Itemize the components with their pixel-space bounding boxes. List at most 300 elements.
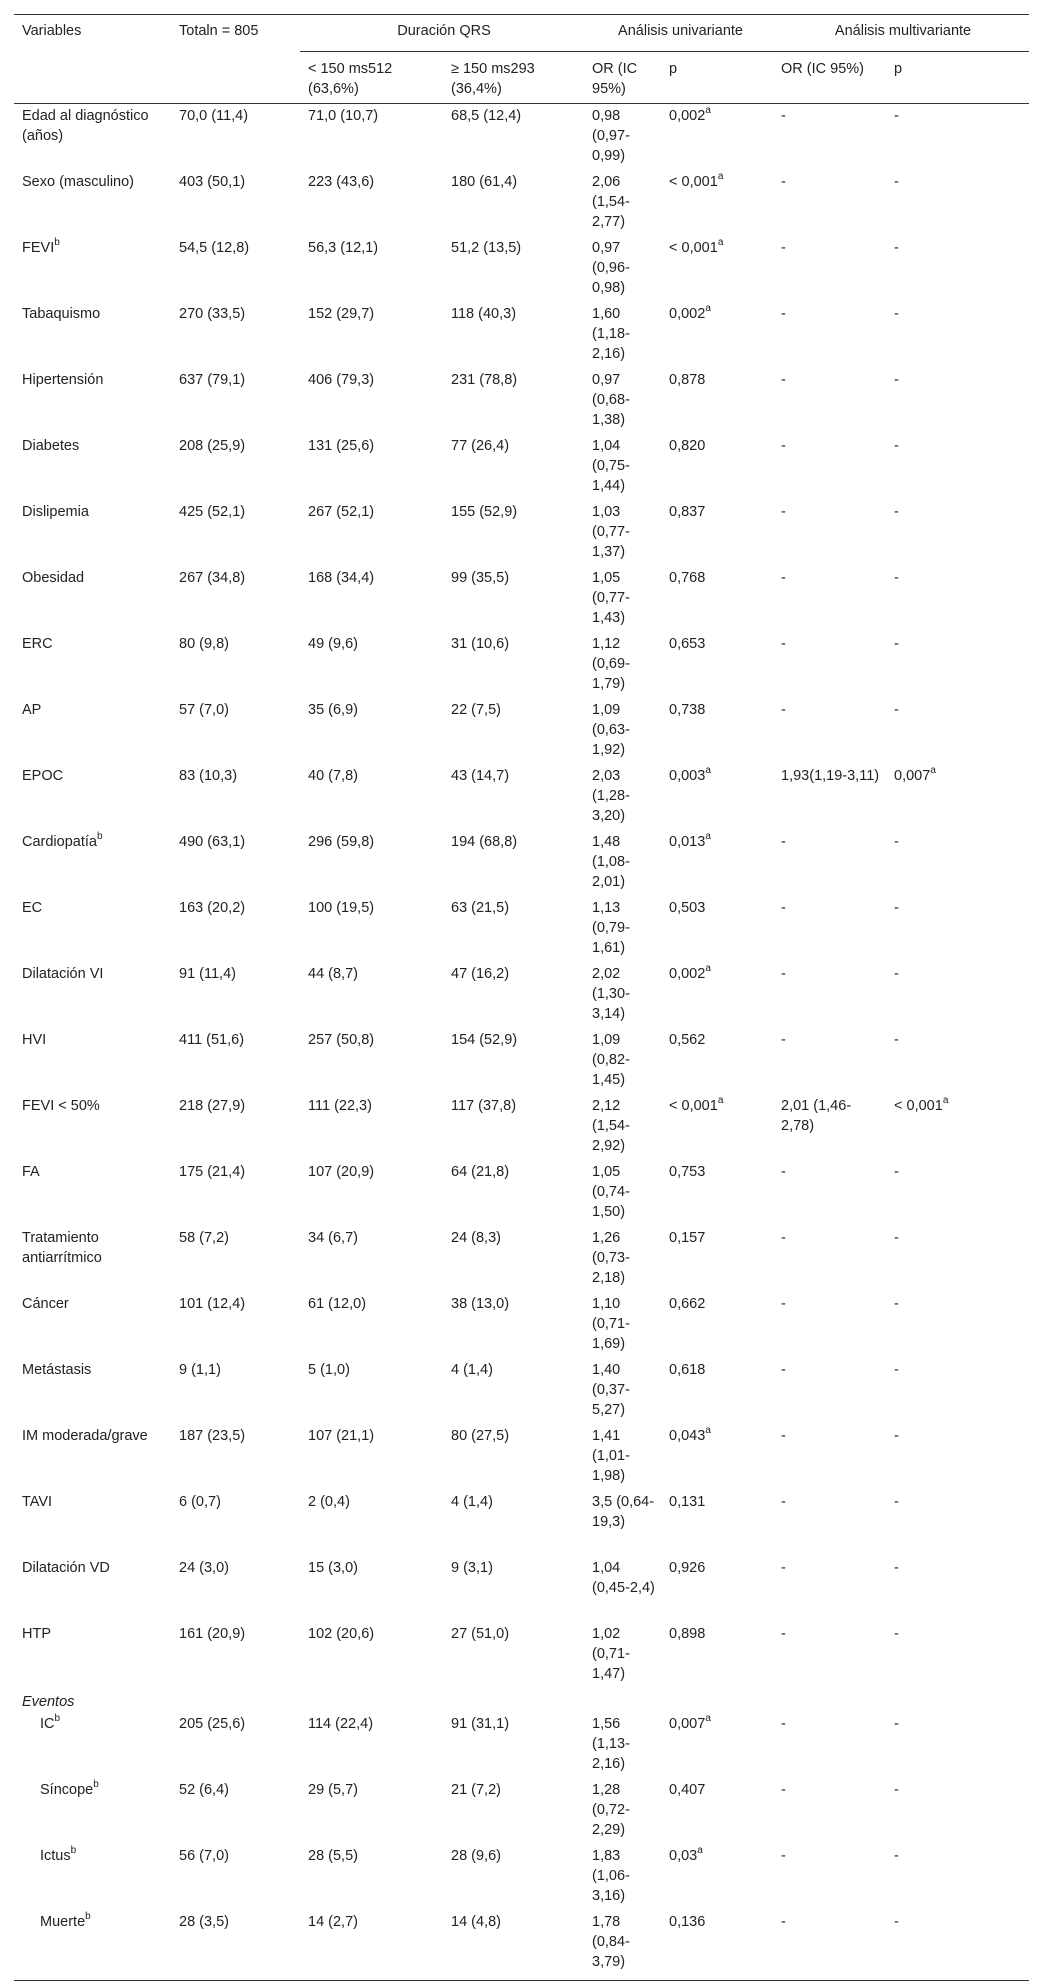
cell-ge150 <box>443 1094 584 1160</box>
cell-or-multivariante-text: - <box>781 1494 786 1510</box>
cell-lt150 <box>300 632 443 698</box>
cell-variable <box>14 1490 171 1556</box>
cell-p-multivariante-text: - <box>894 1848 899 1864</box>
cell-lt150-text: 56,3 (12,1) <box>308 240 379 256</box>
cell-p-multivariante-footnote: a <box>942 1095 949 1107</box>
cell-or-univariante-text: 1,12 (0,69-1,79) <box>592 636 630 692</box>
cell-variable <box>14 830 171 896</box>
cell-or-univariante-text: 2,03 (1,28-3,20) <box>592 768 630 824</box>
cell-or-multivariante-text: - <box>781 1848 786 1864</box>
table-row <box>14 632 1029 698</box>
cell-variable-text: Edad al diagnóstico (años) <box>22 108 149 144</box>
cell-or-univariante-text: 1,26 (0,73-2,18) <box>592 1230 630 1286</box>
cell-lt150-text: 257 (50,8) <box>308 1032 375 1048</box>
cell-p-univariante-text: 0,926 <box>669 1560 706 1576</box>
cell-ge150-text: 154 (52,9) <box>451 1032 518 1048</box>
cell-ge150 <box>443 434 584 500</box>
cell-or-univariante <box>584 764 661 830</box>
cell-p-multivariante <box>886 1094 1029 1160</box>
cell-p-univariante-text: 0,562 <box>669 1032 706 1048</box>
header-variables: Variables <box>14 15 171 52</box>
cell-total-text: 54,5 (12,8) <box>179 240 250 256</box>
cell-or-univariante <box>584 1556 661 1622</box>
cell-or-multivariante <box>773 1778 886 1844</box>
cell-lt150 <box>300 1226 443 1292</box>
cell-total <box>171 1028 300 1094</box>
cell-total-text: 9 (1,1) <box>179 1362 221 1378</box>
cell-variable <box>14 302 171 368</box>
table-row <box>14 1424 1029 1490</box>
cell-p-univariante <box>661 1490 773 1556</box>
cell-or-multivariante-text: - <box>781 1428 786 1444</box>
cell-p-multivariante <box>886 1844 1029 1910</box>
cell-or-univariante <box>584 500 661 566</box>
table-row <box>14 1226 1029 1292</box>
cell-p-multivariante-text: < 0,001 <box>894 1098 943 1114</box>
cell-variable-text: Dilatación VD <box>22 1560 110 1576</box>
cell-ge150-text: 117 (37,8) <box>451 1098 517 1114</box>
cell-p-univariante-text: 0,837 <box>669 504 706 520</box>
cell-p-univariante-text: 0,157 <box>669 1230 706 1246</box>
cell-total <box>171 236 300 302</box>
cell-p-univariante-text: 0,131 <box>669 1494 706 1510</box>
cell-or-univariante-text: 0,97 (0,96-0,98) <box>592 240 630 296</box>
cell-or-univariante-text: 1,10 (0,71-1,69) <box>592 1296 630 1352</box>
cell-variable <box>14 236 171 302</box>
cell-lt150 <box>300 1490 443 1556</box>
cell-variable-text: TAVI <box>22 1494 53 1510</box>
cell-p-univariante-text: 0,820 <box>669 438 706 454</box>
cell-lt150-text: 223 (43,6) <box>308 174 375 190</box>
cell-lt150 <box>300 434 443 500</box>
cell-ge150 <box>443 698 584 764</box>
cell-p-multivariante <box>886 1622 1029 1688</box>
cell-variable <box>14 632 171 698</box>
cell-p-univariante-footnote: a <box>717 171 724 183</box>
cell-or-univariante-text: 1,60 (1,18-2,16) <box>592 306 630 362</box>
cell-p-multivariante <box>886 962 1029 1028</box>
cell-lt150-text: 49 (9,6) <box>308 636 358 652</box>
cell-p-univariante-text: < 0,001 <box>669 240 718 256</box>
cell-variable <box>14 962 171 1028</box>
cell-or-univariante-text: 1,09 (0,63-1,92) <box>592 702 630 758</box>
cell-or-multivariante <box>773 1910 886 1981</box>
cell-p-univariante <box>661 1358 773 1424</box>
cell-ge150-text: 77 (26,4) <box>451 438 510 454</box>
cell-ge150-text: 4 (1,4) <box>451 1494 493 1510</box>
header-p-multivariante: p <box>886 52 1029 104</box>
cell-or-multivariante-text: - <box>781 1362 786 1378</box>
cell-lt150-text: 100 (19,5) <box>308 900 375 916</box>
cell-lt150-text: 107 (21,1) <box>308 1428 375 1444</box>
cell-p-univariante-footnote: a <box>717 1095 724 1107</box>
cell-lt150-text: 5 (1,0) <box>308 1362 350 1378</box>
cell-total <box>171 1358 300 1424</box>
cell-variable-text: FA <box>22 1164 40 1180</box>
qrs-table <box>14 14 1029 1981</box>
cell-or-univariante-text: 1,03 (0,77-1,37) <box>592 504 630 560</box>
cell-ge150 <box>443 1712 584 1778</box>
cell-lt150-text: 102 (20,6) <box>308 1626 375 1642</box>
cell-ge150-text: 91 (31,1) <box>451 1716 510 1732</box>
cell-total-text: 187 (23,5) <box>179 1428 246 1444</box>
cell-or-univariante <box>584 1094 661 1160</box>
cell-or-multivariante-text: - <box>781 504 786 520</box>
cell-or-multivariante <box>773 698 886 764</box>
cell-variable <box>14 764 171 830</box>
table-row <box>14 236 1029 302</box>
cell-p-multivariante <box>886 302 1029 368</box>
cell-p-univariante <box>661 1292 773 1358</box>
cell-p-univariante <box>661 236 773 302</box>
cell-or-multivariante-text: - <box>781 438 786 454</box>
cell-p-multivariante <box>886 104 1029 171</box>
cell-variable-text: AP <box>22 702 42 718</box>
cell-variable-text: Cardiopatía <box>22 834 97 850</box>
cell-p-multivariante <box>886 1226 1029 1292</box>
cell-lt150 <box>300 1910 443 1981</box>
table-body <box>14 104 1029 1981</box>
cell-variable <box>14 1226 171 1292</box>
cell-total-text: 52 (6,4) <box>179 1782 229 1798</box>
cell-ge150-text: 99 (35,5) <box>451 570 510 586</box>
cell-or-univariante <box>584 1226 661 1292</box>
cell-p-multivariante-text: - <box>894 108 899 124</box>
cell-or-multivariante-text: - <box>781 966 786 982</box>
cell-or-univariante-text: 2,02 (1,30-3,14) <box>592 966 630 1022</box>
cell-lt150 <box>300 566 443 632</box>
table-row <box>14 1292 1029 1358</box>
cell-or-multivariante-text: - <box>781 1914 786 1930</box>
cell-or-univariante-text: 1,09 (0,82-1,45) <box>592 1032 630 1088</box>
cell-or-univariante <box>584 1712 661 1778</box>
cell-variable <box>14 1622 171 1688</box>
cell-p-multivariante-text: - <box>894 900 899 916</box>
cell-ge150 <box>443 302 584 368</box>
cell-p-multivariante <box>886 1160 1029 1226</box>
cell-or-multivariante-text: - <box>781 702 786 718</box>
cell-variable-text: Metástasis <box>22 1362 92 1378</box>
cell-or-multivariante-text: - <box>781 1782 786 1798</box>
cell-ge150 <box>443 1778 584 1844</box>
cell-or-univariante-text: 1,13 (0,79-1,61) <box>592 900 630 956</box>
cell-p-univariante <box>661 566 773 632</box>
cell-p-univariante <box>661 1424 773 1490</box>
cell-total <box>171 1622 300 1688</box>
cell-p-multivariante <box>886 1292 1029 1358</box>
cell-or-univariante <box>584 698 661 764</box>
cell-or-univariante <box>584 170 661 236</box>
table-row <box>14 1556 1029 1622</box>
cell-variable <box>14 1292 171 1358</box>
cell-variable <box>14 170 171 236</box>
cell-or-univariante-text: 3,5 (0,64-19,3) <box>592 1494 655 1530</box>
cell-or-univariante-text: 1,41 (1,01-1,98) <box>592 1428 630 1484</box>
cell-p-univariante-text: < 0,001 <box>669 1098 718 1114</box>
table-row <box>14 368 1029 434</box>
cell-or-univariante <box>584 962 661 1028</box>
cell-variable <box>14 1358 171 1424</box>
cell-ge150 <box>443 830 584 896</box>
cell-p-multivariante-text: - <box>894 834 899 850</box>
cell-lt150 <box>300 764 443 830</box>
table-row <box>14 1358 1029 1424</box>
cell-ge150 <box>443 1622 584 1688</box>
cell-total <box>171 1160 300 1226</box>
cell-p-univariante-footnote: a <box>705 765 711 777</box>
cell-total <box>171 962 300 1028</box>
cell-ge150-text: 180 (61,4) <box>451 174 518 190</box>
cell-p-multivariante <box>886 1778 1029 1844</box>
cell-or-multivariante <box>773 1622 886 1688</box>
cell-lt150-text: 40 (7,8) <box>308 768 358 784</box>
cell-variable-text: EPOC <box>22 768 64 784</box>
cell-variable-footnote: b <box>54 237 60 249</box>
cell-total <box>171 896 300 962</box>
cell-lt150-text: 34 (6,7) <box>308 1230 358 1246</box>
cell-lt150-text: 296 (59,8) <box>308 834 375 850</box>
cell-p-univariante <box>661 1778 773 1844</box>
cell-variable-text: IM moderada/grave <box>22 1428 148 1444</box>
cell-p-multivariante <box>886 1910 1029 1981</box>
cell-total <box>171 1844 300 1910</box>
cell-or-univariante-text: 1,04 (0,45-2,4) <box>592 1560 655 1596</box>
cell-variable-footnote: b <box>54 1713 61 1725</box>
cell-or-univariante-text: 1,83 (1,06-3,16) <box>592 1848 630 1904</box>
cell-p-univariante <box>661 104 773 171</box>
cell-ge150-text: 231 (78,8) <box>451 372 518 388</box>
cell-total-text: 28 (3,5) <box>179 1914 229 1930</box>
cell-lt150-text: 29 (5,7) <box>308 1782 358 1798</box>
cell-total-text: 425 (52,1) <box>179 504 246 520</box>
cell-lt150-text: 35 (6,9) <box>308 702 358 718</box>
cell-p-univariante <box>661 1622 773 1688</box>
cell-p-univariante-text: 0,503 <box>669 900 706 916</box>
cell-ge150-text: 21 (7,2) <box>451 1782 501 1798</box>
table-row <box>14 434 1029 500</box>
cell-or-multivariante <box>773 1094 886 1160</box>
cell-p-multivariante <box>886 434 1029 500</box>
cell-total-text: 56 (7,0) <box>179 1848 229 1864</box>
cell-total-text: 218 (27,9) <box>179 1098 246 1114</box>
cell-p-multivariante-text: - <box>894 966 899 982</box>
cell-ge150 <box>443 896 584 962</box>
cell-lt150 <box>300 500 443 566</box>
cell-variable-footnote: b <box>85 1911 91 1923</box>
cell-ge150 <box>443 962 584 1028</box>
header-lt150: < 150 ms512 (63,6%) <box>300 52 443 104</box>
cell-or-multivariante <box>773 1292 886 1358</box>
cell-p-multivariante <box>886 500 1029 566</box>
cell-or-multivariante-text: - <box>781 1164 786 1180</box>
cell-variable <box>14 1844 171 1910</box>
cell-p-univariante <box>661 1028 773 1094</box>
cell-total-text: 163 (20,2) <box>179 900 246 916</box>
header-or-univariante: OR (IC 95%) <box>584 52 661 104</box>
cell-ge150-text: 22 (7,5) <box>451 702 501 718</box>
cell-or-univariante-text: 1,78 (0,84-3,79) <box>592 1914 630 1970</box>
cell-total <box>171 368 300 434</box>
cell-p-univariante-footnote: a <box>717 237 724 249</box>
cell-p-univariante-footnote: a <box>705 105 711 117</box>
cell-p-multivariante-text: - <box>894 1230 899 1246</box>
cell-lt150-text: 2 (0,4) <box>308 1494 350 1510</box>
cell-p-univariante-text: 0,738 <box>669 702 706 718</box>
cell-or-univariante <box>584 1910 661 1981</box>
cell-or-univariante-text: 2,12 (1,54-2,92) <box>592 1098 630 1154</box>
cell-variable-footnote: b <box>93 1779 99 1791</box>
table-row <box>14 962 1029 1028</box>
cell-or-multivariante <box>773 1424 886 1490</box>
table-row <box>14 1160 1029 1226</box>
header-multivariante: Análisis multivariante <box>773 15 1029 52</box>
cell-lt150 <box>300 368 443 434</box>
cell-total-text: 24 (3,0) <box>179 1560 229 1576</box>
cell-or-multivariante-text: - <box>781 240 786 256</box>
cell-variable-footnote: b <box>70 1845 77 1857</box>
cell-or-multivariante <box>773 896 886 962</box>
cell-or-multivariante-text: - <box>781 108 786 124</box>
cell-lt150 <box>300 1778 443 1844</box>
cell-p-univariante-text: 0,003 <box>669 768 706 784</box>
cell-total <box>171 1226 300 1292</box>
table-row <box>14 1910 1029 1981</box>
cell-total-text: 83 (10,3) <box>179 768 238 784</box>
cell-or-univariante <box>584 1424 661 1490</box>
cell-ge150-text: 194 (68,8) <box>451 834 518 850</box>
cell-p-multivariante-text: - <box>894 1716 899 1732</box>
cell-p-multivariante <box>886 1028 1029 1094</box>
cell-lt150-text: 152 (29,7) <box>308 306 375 322</box>
cell-p-univariante-text: 0,407 <box>669 1782 706 1798</box>
cell-variable-text: Diabetes <box>22 438 80 454</box>
cell-total-text: 205 (25,6) <box>179 1716 246 1732</box>
table-row <box>14 896 1029 962</box>
cell-variable-text: EC <box>22 900 43 916</box>
cell-total-text: 57 (7,0) <box>179 702 229 718</box>
cell-p-multivariante-text: - <box>894 1914 899 1930</box>
cell-p-multivariante-text: - <box>894 570 899 586</box>
cell-or-multivariante <box>773 566 886 632</box>
cell-p-multivariante <box>886 170 1029 236</box>
cell-p-univariante <box>661 698 773 764</box>
cell-p-univariante <box>661 764 773 830</box>
cell-ge150 <box>443 1160 584 1226</box>
header-blank-2 <box>171 52 300 104</box>
cell-p-multivariante-text: - <box>894 306 899 322</box>
cell-p-univariante-text: 0,753 <box>669 1164 706 1180</box>
header-total: Totaln = 805 <box>171 15 300 52</box>
cell-p-multivariante <box>886 830 1029 896</box>
cell-or-univariante <box>584 104 661 171</box>
cell-lt150 <box>300 236 443 302</box>
cell-ge150 <box>443 1910 584 1981</box>
cell-p-univariante-text: 0,002 <box>669 306 706 322</box>
cell-or-multivariante-text: 1,93(1,19-3,11) <box>781 768 880 784</box>
cell-lt150-text: 15 (3,0) <box>308 1560 358 1576</box>
cell-variable-text: Hipertensión <box>22 372 104 388</box>
cell-variable <box>14 434 171 500</box>
cell-p-univariante-footnote: a <box>705 1425 711 1437</box>
table-row <box>14 500 1029 566</box>
cell-lt150 <box>300 104 443 171</box>
cell-ge150-text: 43 (14,7) <box>451 768 510 784</box>
cell-p-univariante-text: 0,898 <box>669 1626 706 1642</box>
cell-lt150 <box>300 830 443 896</box>
cell-lt150 <box>300 1028 443 1094</box>
cell-or-univariante <box>584 830 661 896</box>
cell-p-multivariante <box>886 368 1029 434</box>
cell-variable <box>14 566 171 632</box>
cell-variable <box>14 1556 171 1622</box>
cell-or-multivariante-text: - <box>781 900 786 916</box>
cell-ge150 <box>443 1424 584 1490</box>
cell-ge150 <box>443 1028 584 1094</box>
cell-ge150 <box>443 1292 584 1358</box>
cell-variable <box>14 500 171 566</box>
cell-ge150-text: 80 (27,5) <box>451 1428 510 1444</box>
cell-or-univariante-text: 2,06 (1,54-2,77) <box>592 174 630 230</box>
cell-or-multivariante-text: - <box>781 1716 786 1732</box>
cell-p-univariante <box>661 896 773 962</box>
cell-total <box>171 698 300 764</box>
cell-lt150 <box>300 896 443 962</box>
cell-or-multivariante-text: - <box>781 174 786 190</box>
cell-or-multivariante-text: - <box>781 834 786 850</box>
cell-p-univariante <box>661 368 773 434</box>
cell-or-multivariante-text: - <box>781 1230 786 1246</box>
cell-variable-text: Dilatación VI <box>22 966 104 982</box>
cell-p-multivariante <box>886 896 1029 962</box>
cell-total <box>171 170 300 236</box>
cell-total <box>171 632 300 698</box>
cell-p-multivariante <box>886 236 1029 302</box>
cell-total-text: 270 (33,5) <box>179 306 246 322</box>
cell-ge150 <box>443 1556 584 1622</box>
cell-p-multivariante <box>886 1358 1029 1424</box>
cell-variable <box>14 896 171 962</box>
cell-or-multivariante <box>773 1490 886 1556</box>
cell-p-univariante-text: 0,03 <box>669 1848 698 1864</box>
cell-ge150 <box>443 500 584 566</box>
cell-or-univariante <box>584 1358 661 1424</box>
cell-total-text: 58 (7,2) <box>179 1230 229 1246</box>
cell-lt150-text: 71,0 (10,7) <box>308 108 379 124</box>
cell-or-multivariante-text: - <box>781 570 786 586</box>
table-row <box>14 764 1029 830</box>
cell-total <box>171 500 300 566</box>
cell-variable-footnote: b <box>96 831 103 843</box>
cell-p-univariante-text: 0,768 <box>669 570 706 586</box>
cell-p-univariante-text: 0,878 <box>669 372 706 388</box>
cell-p-univariante <box>661 1556 773 1622</box>
cell-ge150-text: 4 (1,4) <box>451 1362 493 1378</box>
cell-or-univariante <box>584 1028 661 1094</box>
cell-p-univariante-text: 0,007 <box>669 1716 706 1732</box>
cell-p-univariante <box>661 830 773 896</box>
table-row <box>14 1778 1029 1844</box>
cell-total-text: 267 (34,8) <box>179 570 246 586</box>
cell-lt150-text: 168 (34,4) <box>308 570 375 586</box>
cell-lt150 <box>300 170 443 236</box>
cell-p-multivariante-text: - <box>894 1494 899 1510</box>
table-row <box>14 1622 1029 1688</box>
cell-or-univariante <box>584 368 661 434</box>
cell-p-multivariante-text: - <box>894 504 899 520</box>
cell-or-univariante <box>584 566 661 632</box>
header-duracion-qrs: Duración QRS <box>300 15 584 52</box>
cell-p-univariante-text: 0,136 <box>669 1914 706 1930</box>
